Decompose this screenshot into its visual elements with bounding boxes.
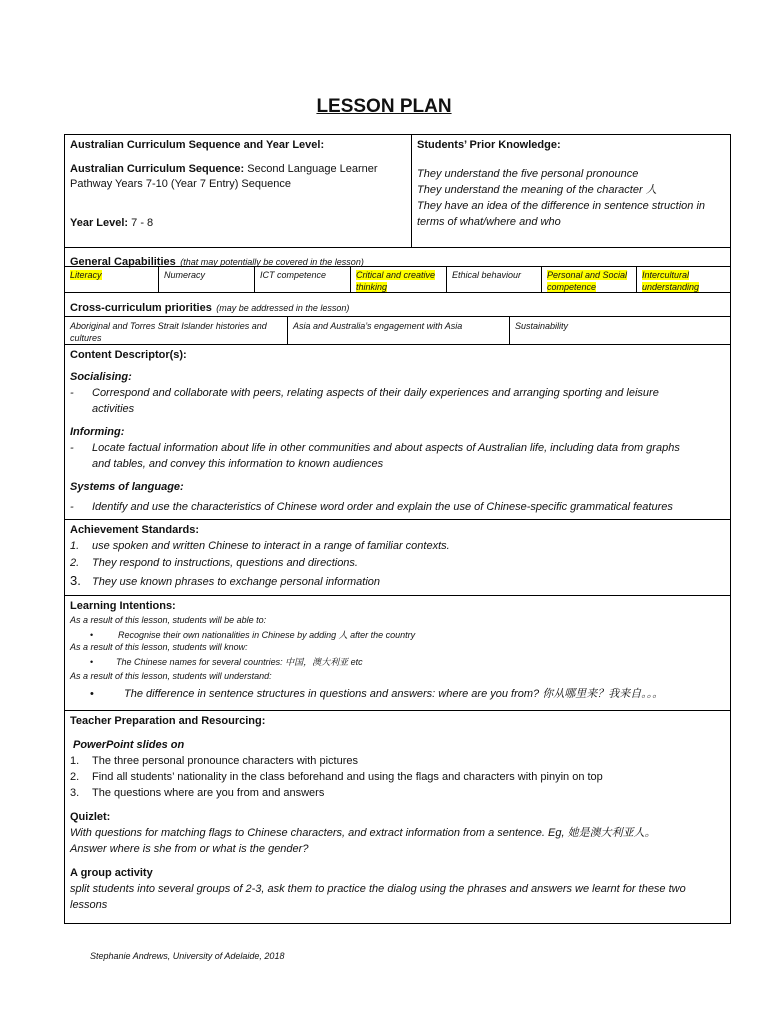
- sequence-sep: :: [240, 163, 245, 175]
- sequence-value-1: Second Language Learner: [247, 163, 378, 175]
- curriculum-cell: [65, 135, 412, 247]
- quizlet-text-2: Answer where is she from or what is the gender?: [70, 843, 309, 855]
- prior-list: [417, 166, 725, 230]
- achievement-row: [65, 520, 730, 596]
- item-number: 1.: [70, 755, 80, 767]
- prior-heading: Students’ Prior Knowledge:: [417, 139, 561, 151]
- systems-descriptor: [70, 500, 725, 515]
- item-text: The Chinese names for several countries: 中国，澳大利亚 etc: [116, 657, 363, 667]
- ppt-label: PowerPoint slides on: [73, 739, 185, 751]
- item-number: 1.: [70, 540, 80, 552]
- cross-item-aboriginal: [65, 317, 288, 344]
- intentions-able: As a result of this lesson, students will be able to:: [70, 615, 267, 625]
- ppt-list: [70, 753, 725, 801]
- capability-label: Personal and Social competence: [547, 270, 628, 292]
- quizlet-text: [70, 825, 725, 857]
- informing-label: Informing:: [70, 426, 125, 438]
- teacher-preparation-row: [65, 711, 730, 923]
- quizlet-label: Quizlet:: [70, 811, 111, 823]
- intentions-understand-item: [70, 687, 725, 702]
- intentions-know: As a result of this lesson, students will know:: [70, 642, 248, 652]
- cross-note: (may be addressed in the lesson): [216, 303, 350, 313]
- cross-item-label: Sustainability: [515, 321, 569, 331]
- prior-line: They understand the five personal pronounce: [417, 168, 639, 180]
- dash: -: [70, 501, 74, 513]
- capability-ict: [255, 267, 351, 292]
- item-text: use spoken and written Chinese to interact in a range of familiar contexts.: [92, 540, 450, 552]
- cross-heading-row: [65, 293, 730, 317]
- curriculum-sequence: [70, 162, 406, 177]
- item-text: The questions where are you from and answers: [92, 787, 325, 799]
- page-title: LESSON PLAN: [316, 96, 452, 117]
- capability-intercultural: [637, 267, 730, 292]
- cross-row: [65, 317, 730, 345]
- learning-intentions-row: [65, 596, 730, 711]
- capability-literacy: [65, 267, 159, 292]
- dash: -: [70, 442, 74, 454]
- item-text: The difference in sentence structures in questions and answers: where are you from? 你从哪里来？我来自。。。: [124, 688, 664, 700]
- item-text: Recognise their own nationalities in Chinese by adding 人 after the country: [118, 630, 416, 640]
- achievement-list: [70, 538, 725, 591]
- prior-line: They understand the meaning of the character 人: [417, 184, 657, 196]
- content-descriptors-row: [65, 345, 730, 520]
- capability-personal-social: [542, 267, 637, 292]
- capability-label: Numeracy: [164, 270, 206, 280]
- year-label: Year Level:: [70, 217, 129, 229]
- capability-ethical: [447, 267, 542, 292]
- group-text-2: lessons: [70, 899, 108, 911]
- achievement-item: [70, 572, 725, 591]
- preparation-heading: Teacher Preparation and Resourcing:: [70, 715, 266, 727]
- systems-label: Systems of language:: [70, 481, 184, 493]
- group-activity-label: A group activity: [70, 867, 153, 879]
- intentions-able-item: [70, 629, 725, 641]
- achievement-item: [70, 538, 725, 555]
- cross-item-label: Asia and Australia’s engagement with Asia: [293, 321, 463, 331]
- bullet: •: [90, 688, 94, 700]
- socialising-text-1: Correspond and collaborate with peers, relating aspects of their daily experiences and arranging sporting and leisure: [92, 387, 659, 399]
- informing-text-1: Locate factual information about life in other communities and about aspects of Australian life, including data from graphs: [92, 442, 680, 454]
- item-number: 3.: [70, 787, 80, 799]
- capability-numeracy: [159, 267, 255, 292]
- lesson-plan-table: [64, 134, 731, 924]
- intentions-know-item: [70, 656, 725, 668]
- capability-label: ICT competence: [260, 270, 327, 280]
- item-text: Find all students’ nationality in the class beforehand and using the flags and characters with pinyin on top: [92, 771, 603, 783]
- ppt-item: [70, 785, 725, 801]
- capability-critical: [351, 267, 447, 292]
- cross-item-label: Aboriginal and Torres Strait Islander histories and cultures: [70, 321, 267, 343]
- quizlet-text-1: With questions for matching flags to Chinese characters, and extract information from a sentence. Eg, 她是澳大利亚人。: [70, 827, 656, 839]
- item-text: The three personal pronounce characters with pictures: [92, 755, 358, 767]
- cross-item-asia: [288, 317, 510, 344]
- curriculum-row: [65, 135, 730, 248]
- capability-label: Intercultural understanding: [642, 270, 700, 292]
- group-activity-text: [70, 881, 725, 913]
- capabilities-note: (that may potentially be covered in the lesson): [180, 257, 364, 267]
- dash: -: [70, 387, 74, 399]
- capability-label: Literacy: [70, 270, 102, 280]
- item-number: 2.: [70, 557, 80, 569]
- item-text: They respond to instructions, questions and directions.: [92, 557, 358, 569]
- achievement-heading: Achievement Standards:: [70, 524, 199, 536]
- intentions-heading: Learning Intentions:: [70, 600, 176, 612]
- item-number: 2.: [70, 771, 80, 783]
- capabilities-heading-row: [65, 248, 730, 267]
- systems-text-1: Identify and use the characteristics of Chinese word order and explain the use of Chinese-specific grammatical features: [92, 501, 673, 513]
- informing-descriptor: [70, 440, 725, 472]
- socialising-label: Socialising:: [70, 371, 132, 383]
- content-heading: Content Descriptor(s):: [70, 349, 187, 361]
- prior-knowledge-cell: [412, 135, 730, 247]
- bullet: •: [90, 657, 94, 667]
- ppt-item: [70, 753, 725, 769]
- achievement-item: [70, 555, 725, 572]
- prior-line: They have an idea of the difference in sentence struction in: [417, 200, 706, 212]
- informing-text-2: and tables, and convey this information to known audiences: [92, 458, 384, 470]
- capabilities-row: [65, 267, 730, 293]
- capability-label: Ethical behaviour: [452, 270, 522, 280]
- socialising-descriptor: [70, 385, 725, 417]
- capability-label: Critical and creative thinking: [356, 270, 436, 292]
- bullet: •: [90, 630, 94, 640]
- footer-credit: Stephanie Andrews, University of Adelaide, 2018: [90, 951, 285, 961]
- cross-item-sustainability: [510, 317, 730, 344]
- sequence-value-2: Pathway Years 7-10 (Year 7 Entry) Sequence: [70, 178, 291, 190]
- socialising-text-2: activities: [92, 403, 135, 415]
- intentions-understand: As a result of this lesson, students will understand:: [70, 671, 272, 681]
- capabilities-heading: General Capabilities: [70, 256, 176, 268]
- cross-heading: Cross-curriculum priorities: [70, 302, 212, 314]
- year-value: 7 - 8: [131, 217, 154, 229]
- group-text-1: split students into several groups of 2-3, ask them to practice the dialog using the phrases and answers we learnt for these two: [70, 883, 686, 895]
- sequence-label: Australian Curriculum Sequence: [70, 163, 241, 175]
- ppt-item: [70, 769, 725, 785]
- year-level: [70, 216, 406, 231]
- item-text: They use known phrases to exchange personal information: [92, 576, 381, 588]
- prior-line: terms of what/where and who: [417, 216, 561, 228]
- item-number: 3.: [70, 573, 81, 588]
- curriculum-heading: Australian Curriculum Sequence and Year Level:: [70, 139, 325, 151]
